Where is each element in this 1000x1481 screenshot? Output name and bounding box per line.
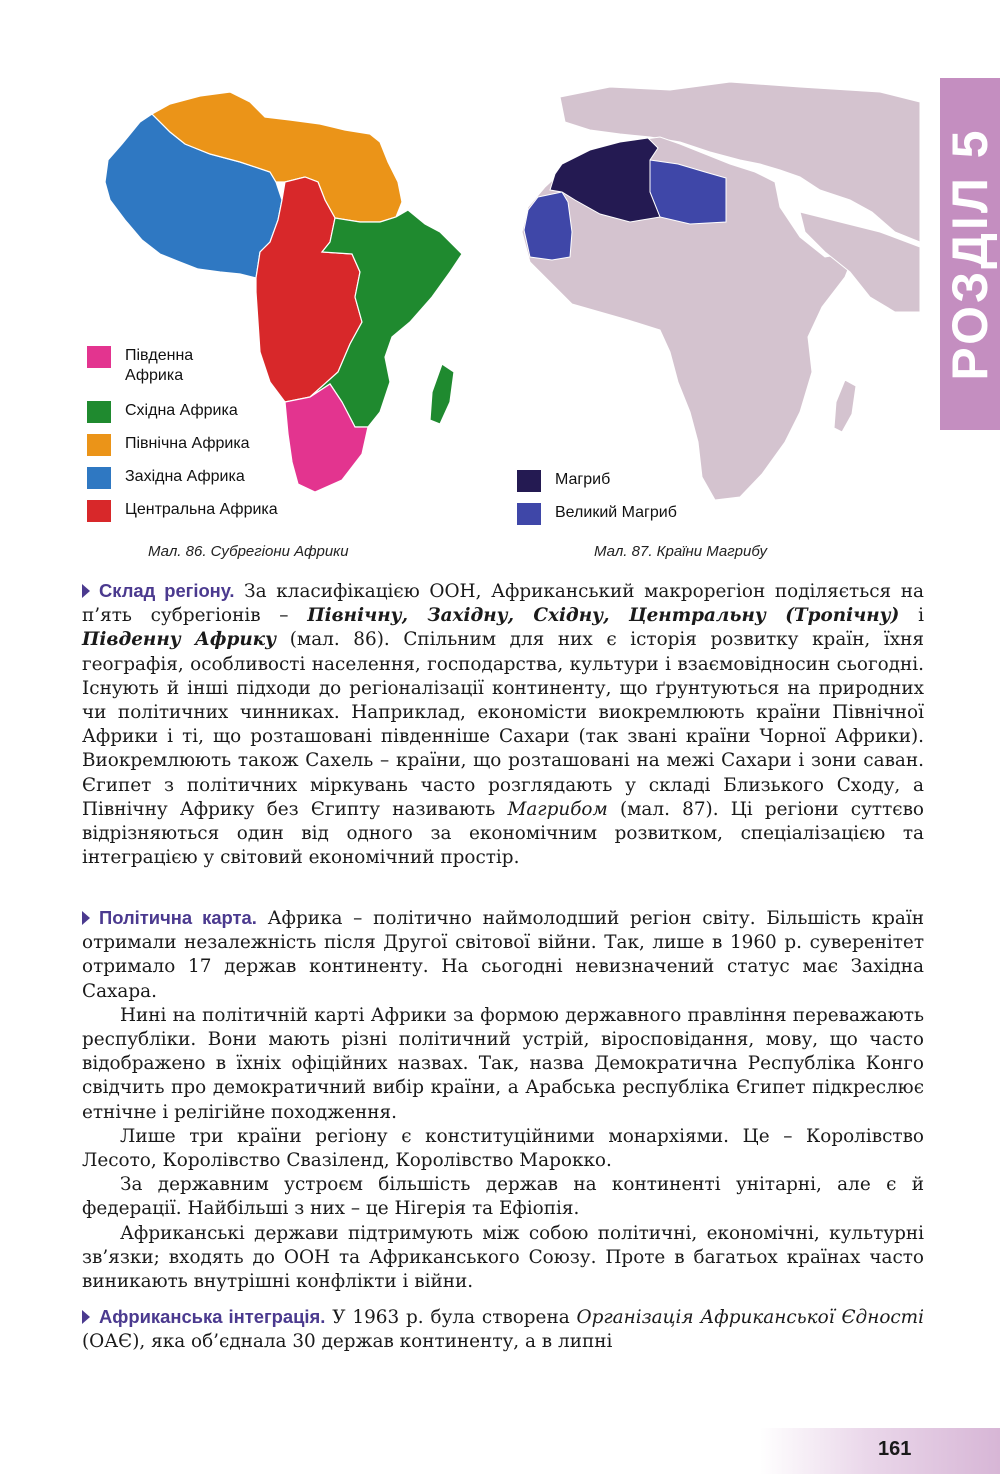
bullet-icon [82, 1310, 90, 1324]
paragraph: Нині на політичній карті Африки за формою державного правління переважають республіки. Вони мають різні політичний устрій, віросповідання, мову, що часто відображено в їхніх офіційних назвах. Так, назва Демократична Республіка Конго свідчить про демократичний вибір країни, а Арабська республіка Єгипет підкреслює етнічне і релігійне походження. [82, 1004, 924, 1123]
legend-item-north [87, 434, 250, 456]
paragraph [82, 906, 924, 1004]
region-western-sahara-mauritania [524, 192, 572, 260]
section-political-map [82, 906, 924, 1294]
emphasis: Північну, Західну, Східну, Центральну (Тропічну) [307, 605, 900, 627]
text-run: (мал. 87). Ці регіони суттєво відрізняються один від одного за економічним розвитком, спеціалізацією та інтеграцією у світовий економічний простір. [82, 798, 924, 869]
legend-label: Західна Африка [125, 468, 245, 485]
legend-item-southern [87, 346, 193, 386]
legend-label: Магриб [555, 471, 611, 488]
legend-item-west [87, 467, 245, 489]
text-run: У 1963 р. була створена [325, 1307, 577, 1328]
legend-label: Східна Африка [125, 402, 238, 419]
maghreb-map [500, 82, 920, 532]
paragraph [82, 579, 924, 870]
chapter-tab-label: РОЗДІЛ 5 [942, 127, 998, 381]
legend-label: Північна Африка [125, 435, 250, 452]
legend-item-east [87, 401, 238, 423]
section-heading: Політична карта. [99, 907, 257, 928]
legend-swatch [517, 503, 541, 525]
text-run: Африка – політично наймолодший регіон світу. Більшість країн отримали незалежність після Другої світової війни. Так, лише в 1960 р. суверенітет отримало 17 держав континенту. На сьогодні невизначений статус має Західна Сахара. [82, 908, 924, 1002]
region-madagascar [430, 364, 454, 424]
paragraph: Африканські держави підтримують між собою політичні, економічні, культурні зв’язки; входять до ООН та Африканського Союзу. Проте в багатьох країнах часто виникають внутрішні конфлікти і війни. [82, 1222, 924, 1293]
section-african-integration [82, 1305, 924, 1354]
section-heading: Склад регіону. [99, 580, 235, 601]
legend-swatch [87, 467, 111, 489]
legend-subregions [87, 346, 327, 526]
text-run: (ОАЄ), яка об’єднала 30 держав континенту, а в липні [82, 1331, 613, 1353]
legend-label: Південна Африка [125, 347, 194, 384]
text-run: і [899, 605, 924, 627]
figure-86-caption: Мал. 86. Субрегіони Африки [148, 543, 349, 560]
paragraph: Лише три країни регіону є конституційними монархіями. Це – Королівство Лесото, Королівство Свазіленд, Королівство Марокко. [82, 1125, 924, 1172]
legend-swatch [87, 346, 111, 368]
emphasis: Магрибом [507, 798, 608, 820]
section-region-composition [82, 579, 924, 870]
legend-item-central [87, 500, 278, 522]
bullet-icon [82, 911, 90, 925]
legend-label: Великий Магриб [555, 504, 677, 521]
section-heading: Африканська інтеграція. [99, 1306, 326, 1327]
emphasis: Організація Африканської Єдності [576, 1307, 925, 1328]
legend-swatch [87, 434, 111, 456]
page-number: 161 [878, 1438, 912, 1460]
text-run: (мал. 86). Спільним для них є історія розвитку країн, їхня географія, особливості населення, господарства, культури і взаємовідносин сьогодні. Існують й інші підходи до регіоналізації континенту, що ґрунтуються на природних чи політичних чинниках. Наприклад, економісти виокремлюють країни Північної Африки і ті, що розташовані південніше Сахари (так звані країни Чорної Африки). Виокремлюють також Сахель – країни, що розташовані на межі Сахари і зони саван. Єгипет з політичних міркувань часто розглядають у складі Близького Сходу, а Північну Африку без Єгипту називають [82, 629, 924, 820]
legend-swatch [517, 470, 541, 492]
legend-item-maghreb [517, 470, 610, 492]
paragraph: За державним устроєм більшість держав на континенті унітарні, але є й федерації. Найбільші з них – це Нігерія та Ефіопія. [82, 1174, 924, 1220]
figure-87-caption: Мал. 87. Країни Магрибу [594, 543, 767, 560]
legend-swatch [87, 401, 111, 423]
legend-swatch [87, 500, 111, 522]
legend-label: Центральна Африка [125, 501, 278, 518]
bullet-icon [82, 584, 90, 598]
text-run: За класифікацією ООН, Африканський макрорегіон поділяється на п’ять субрегіонів – [82, 581, 924, 627]
emphasis: Південну Африку [82, 629, 277, 651]
legend-item-greater-maghreb [517, 503, 677, 525]
legend-maghreb [517, 470, 717, 530]
paragraph [82, 1305, 924, 1354]
land-madagascar [834, 380, 856, 432]
